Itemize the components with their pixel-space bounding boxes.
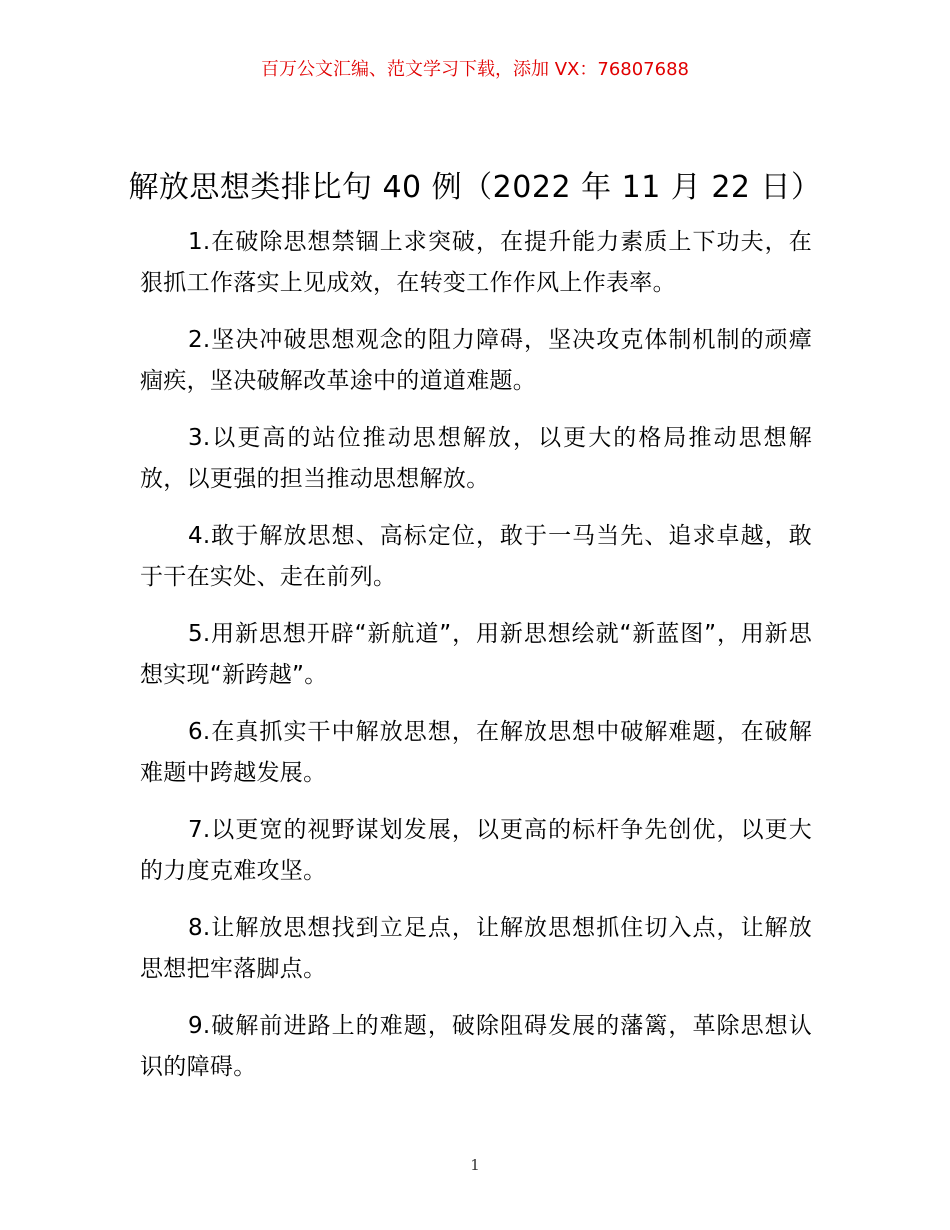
list-item: 2.坚决冲破思想观念的阻力障碍，坚决攻克体制机制的顽瘴痼疾，坚决破解改革途中的道道难题。 [140,327,812,394]
list-item: 9.破解前进路上的难题，破除阻碍发展的藩篱，革除思想认识的障碍。 [140,1013,812,1080]
document-title: 解放思想类排比句 40 例（2022 年 11 月 22 日） [128,170,822,205]
list-item: 1.在破除思想禁锢上求突破，在提升能力素质上下功夫，在狠抓工作落实上见成效，在转变工作作风上作表率。 [140,229,812,296]
list-item: 4.敢于解放思想、高标定位，敢于一马当先、追求卓越，敢于干在实处、走在前列。 [140,523,812,590]
list-item: 8.让解放思想找到立足点，让解放思想抓住切入点，让解放思想把牢落脚点。 [140,915,812,982]
list-item: 7.以更宽的视野谋划发展，以更高的标杆争先创优，以更大的力度克难攻坚。 [140,817,812,884]
sentence-list [140,222,812,1104]
list-item: 3.以更高的站位推动思想解放，以更大的格局推动思想解放，以更强的担当推动思想解放。 [140,425,812,492]
list-item: 6.在真抓实干中解放思想，在解放思想中破解难题，在破解难题中跨越发展。 [140,719,812,786]
page-number: 1 [470,1156,480,1174]
list-item: 5.用新思想开辟“新航道”，用新思想绘就“新蓝图”，用新思想实现“新跨越”。 [140,621,812,688]
promo-header: 百万公文汇编、范文学习下载，添加 VX：76807688 [261,59,689,80]
